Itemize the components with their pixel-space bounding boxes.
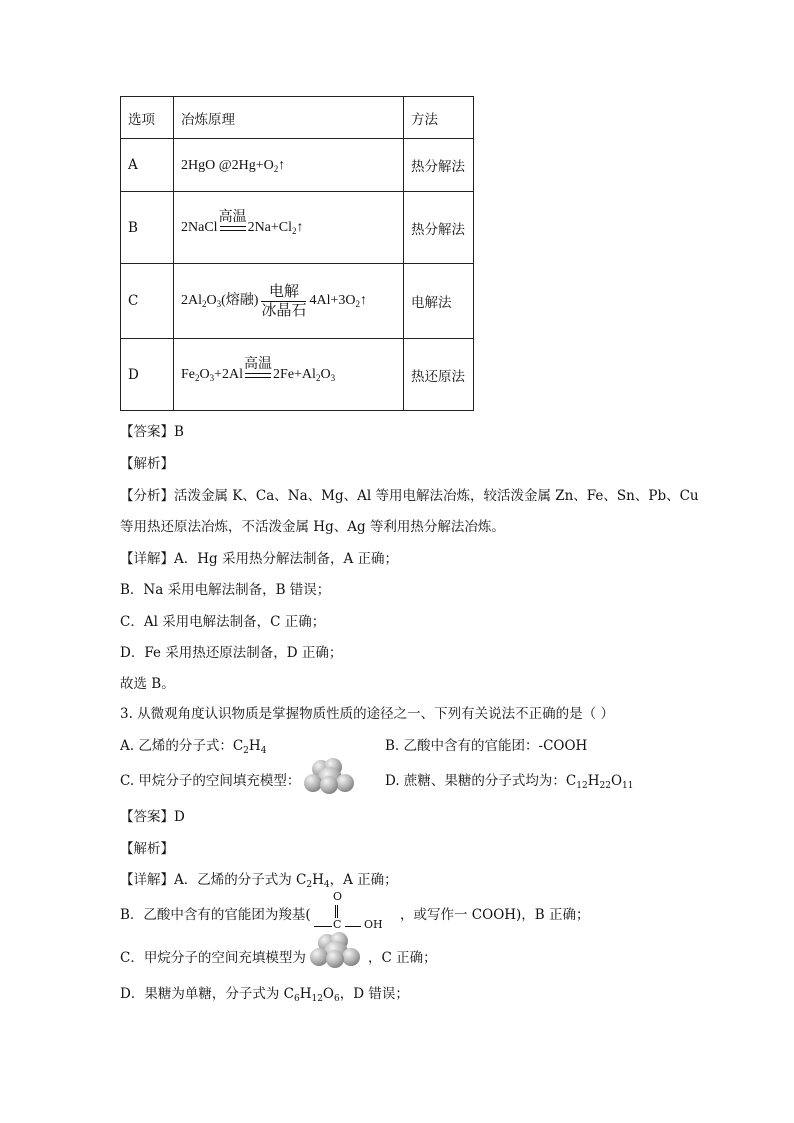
q3-detail-a: 【详解】A．乙烯的分子式为 $C_2H_4$，A 正确； xyxy=(120,872,398,890)
q2-answer: 【答案】B xyxy=(120,424,184,440)
q2-detail-a: 【详解】A．Hg 采用热分解法制备，A 正确； xyxy=(120,551,398,567)
table-header-method: 方法 xyxy=(404,97,474,139)
equation-c: $2Al_2O_3$(熔融) $\frac{\text{电解}}{\text{冰晶石}}$ $4Al+3O_2↑$ xyxy=(174,264,404,339)
q3-detail-b-start: B．乙酸中含有的官能团为羧基( xyxy=(120,907,311,923)
row-method: 热分解法 xyxy=(404,139,474,192)
q3-detail-c-start: C．甲烷分子的空间充填模型为 xyxy=(120,950,306,966)
table-row xyxy=(121,339,474,411)
options-table xyxy=(120,96,474,411)
q3-detail-d: D．果糖为单糖，分子式为 $C_6H_{12}O_6$，D 错误； xyxy=(120,986,409,1004)
q2-analysis-label: 【解析】 xyxy=(120,456,174,472)
methane-space-filling-model-icon xyxy=(310,932,362,968)
carboxyl-structure-icon: O C OH xyxy=(312,890,392,936)
methane-space-filling-model-icon xyxy=(304,758,356,794)
row-method: 热分解法 xyxy=(404,192,474,264)
equation-d: $Fe_2O_3+2Al$ 高温 $2Fe+Al_2O_3$ xyxy=(174,339,404,411)
q2-detail-b: B．Na 采用电解法制备，B 错误； xyxy=(120,582,331,598)
q2-fenxi-line2: 等用热还原法冶炼，不活泼金属 Hg、Ag 等利用热分解法冶炼。 xyxy=(120,519,505,535)
table-header-option: 选项 xyxy=(121,97,174,139)
table-row xyxy=(121,139,474,192)
q2-detail-c: C．Al 采用电解法制备，C 正确； xyxy=(120,614,326,630)
q3-answer: 【答案】D xyxy=(120,809,185,825)
row-option: D xyxy=(121,339,174,411)
table-row xyxy=(121,264,474,339)
q3-option-a: A. 乙烯的分子式：$C_2H_4$ xyxy=(120,738,267,756)
row-option: B xyxy=(121,192,174,264)
q2-detail-d: D．Fe 采用热还原法制备，D 正确； xyxy=(120,645,343,661)
q2-fenxi-line1: 【分析】活泼金属 K、Ca、Na、Mg、Al 等用电解法冶炼，较活泼金属 Zn、Fe、Sn、Pb、Cu xyxy=(120,488,699,504)
row-method: 电解法 xyxy=(404,264,474,339)
q2-conclusion: 故选 B。 xyxy=(120,676,175,692)
q3-detail-b-end: ，或写作一 COOH)，B 正确； xyxy=(400,907,590,923)
q3-analysis-label: 【解析】 xyxy=(120,841,174,857)
q3-detail-c-end: ，C 正确； xyxy=(368,950,437,966)
equation-a: 2HgO $@2Hg+O_2↑$ xyxy=(174,139,404,192)
table-row xyxy=(121,192,474,264)
q3-option-b: B. 乙酸中含有的官能团：-COOH xyxy=(385,738,588,754)
row-method: 热还原法 xyxy=(404,339,474,411)
q3-option-c: C. 甲烷分子的空间填充模型： xyxy=(120,773,301,789)
row-option: C xyxy=(121,264,174,339)
equation-b: 2NaCl 高温 $2Na+Cl_2↑$ xyxy=(174,192,404,264)
row-option: A xyxy=(121,139,174,192)
q3-stem: 3. 从微观角度认识物质是掌握物质性质的途径之一、下列有关说法不正确的是（ ） xyxy=(120,706,614,722)
q3-option-d: D. 蔗糖、果糖的分子式均为：$C_{12}H_{22}O_{11}$ xyxy=(385,773,634,791)
table-header-principle: 冶炼原理 xyxy=(174,97,404,139)
